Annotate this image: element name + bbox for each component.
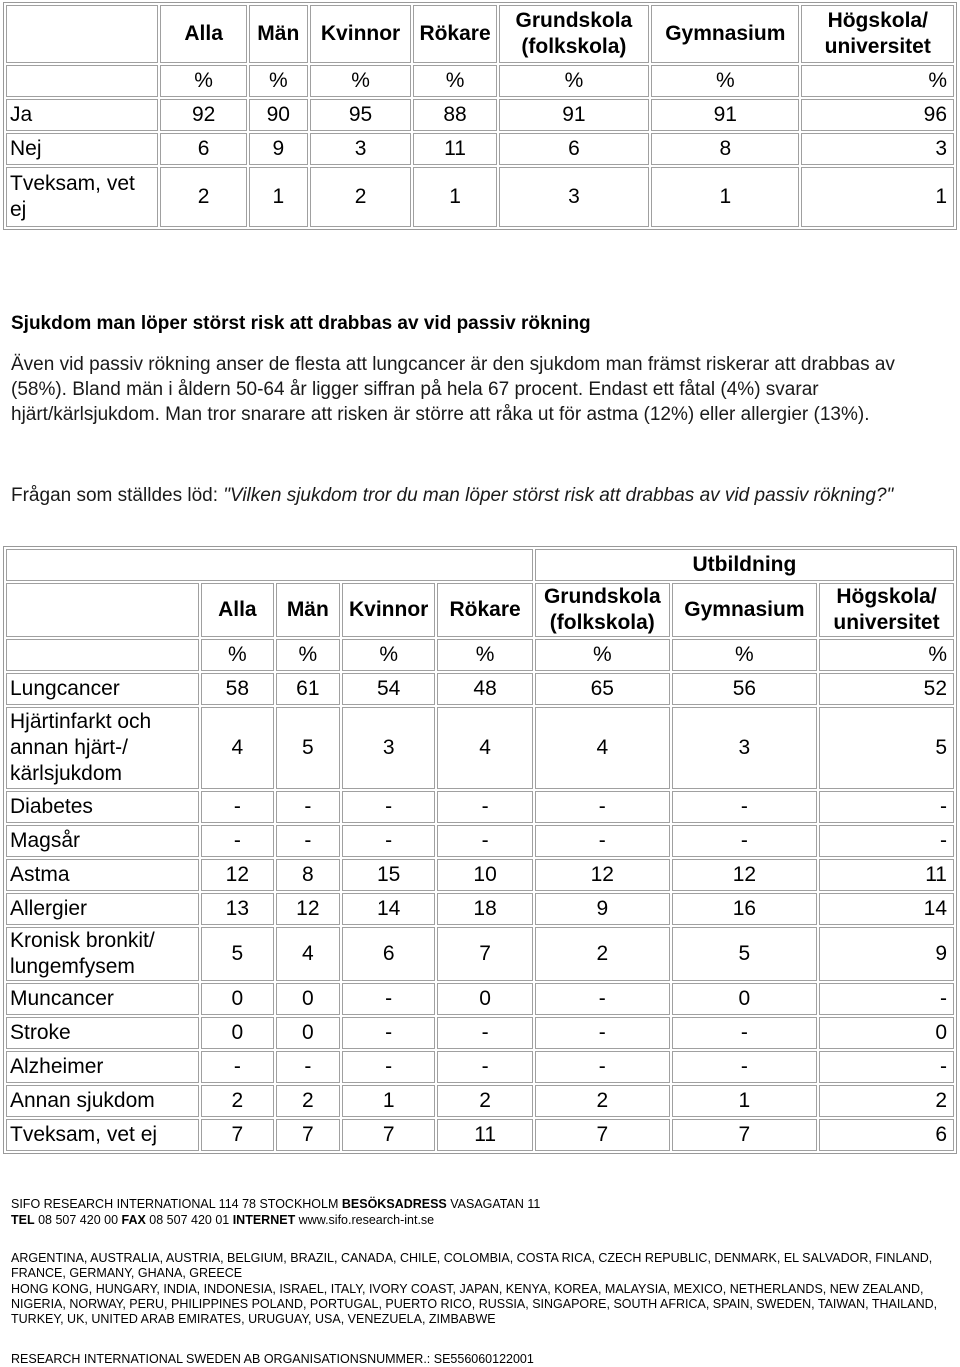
unit-cell: % <box>535 639 670 671</box>
value-cell: 88 <box>413 99 496 131</box>
value-cell: 7 <box>276 1119 340 1151</box>
row-label: Allergier <box>6 893 199 925</box>
table-row <box>6 1085 954 1117</box>
value-cell: 1 <box>249 167 308 227</box>
section-heading: Sjukdom man löper störst risk att drabbas av vid passiv rökning <box>11 313 591 334</box>
value-cell: 9 <box>535 893 670 925</box>
value-cell: 3 <box>310 133 412 165</box>
column-header: Grundskola (folkskola) <box>499 5 649 63</box>
column-header: Alla <box>201 583 274 637</box>
unit-cell: % <box>276 639 340 671</box>
value-cell: 4 <box>437 707 532 789</box>
footer-address <box>11 1197 951 1212</box>
unit-cell: % <box>413 65 496 97</box>
value-cell: 1 <box>801 167 954 227</box>
value-cell: 48 <box>437 673 532 705</box>
value-cell: 1 <box>651 167 799 227</box>
value-cell: 5 <box>819 707 954 789</box>
value-cell: 6 <box>499 133 649 165</box>
value-cell: 12 <box>276 893 340 925</box>
value-cell: - <box>819 791 954 823</box>
blank-cell <box>6 549 533 581</box>
footer-address-text: SIFO RESEARCH INTERNATIONAL 114 78 STOCKHOLM <box>11 1197 342 1211</box>
value-cell: 91 <box>651 99 799 131</box>
footer-tel: 08 507 420 00 <box>34 1213 122 1227</box>
table-row <box>6 927 954 981</box>
value-cell: 9 <box>819 927 954 981</box>
blank-cell <box>6 639 199 671</box>
unit-cell: % <box>249 65 308 97</box>
value-cell: 12 <box>201 859 274 891</box>
value-cell: - <box>535 1051 670 1083</box>
row-label: Magsår <box>6 825 199 857</box>
table-row <box>6 133 954 165</box>
value-cell: 4 <box>201 707 274 789</box>
row-label: Stroke <box>6 1017 199 1049</box>
value-cell: 8 <box>276 859 340 891</box>
value-cell: 7 <box>342 1119 435 1151</box>
value-cell: - <box>342 1051 435 1083</box>
unit-cell: % <box>499 65 649 97</box>
value-cell: 10 <box>437 859 532 891</box>
value-cell: 14 <box>819 893 954 925</box>
value-cell: 2 <box>819 1085 954 1117</box>
value-cell: 3 <box>801 133 954 165</box>
value-cell: 0 <box>437 983 532 1015</box>
value-cell: 2 <box>535 1085 670 1117</box>
unit-cell: % <box>672 639 817 671</box>
value-cell: - <box>437 1051 532 1083</box>
footer-contact <box>11 1213 951 1228</box>
group-row <box>6 549 954 581</box>
table-row <box>6 893 954 925</box>
value-cell: - <box>819 983 954 1015</box>
footer-countries-2: HONG KONG, HUNGARY, INDIA, INDONESIA, ISRAEL, ITALY, IVORY COAST, JAPAN, KENYA, KOREA, MALAYSIA, MEXICO, NETHERLANDS, NEW ZEALAND, NIGERIA, NORWAY, PERU, PHILIPPINES POLAND, PORTUGAL, PUERTO RICO, RUSSIA, SINGAPORE, SOUTH AFRICA, SPAIN, SWEDEN, TAIWAN, THAILAND, TURKEY, UK, UNITED ARAB EMIRATES, URUGUAY, USA, VENEZUELA, ZIMBABWE <box>11 1282 938 1326</box>
footer-visit-label: BESÖKSADRESS <box>341 1197 447 1211</box>
value-cell: 11 <box>413 133 496 165</box>
unit-row <box>6 65 954 97</box>
value-cell: 5 <box>672 927 817 981</box>
value-cell: 4 <box>535 707 670 789</box>
value-cell: 0 <box>672 983 817 1015</box>
unit-cell: % <box>160 65 246 97</box>
value-cell: 6 <box>342 927 435 981</box>
value-cell: 1 <box>413 167 496 227</box>
value-cell: 5 <box>201 927 274 981</box>
value-cell: - <box>276 1051 340 1083</box>
value-cell: 58 <box>201 673 274 705</box>
footer-fax-label: FAX <box>121 1213 146 1227</box>
value-cell: 2 <box>535 927 670 981</box>
table-row <box>6 825 954 857</box>
value-cell: - <box>201 791 274 823</box>
unit-cell: % <box>801 65 954 97</box>
value-cell: 90 <box>249 99 308 131</box>
value-cell: 7 <box>672 1119 817 1151</box>
value-cell: 0 <box>276 983 340 1015</box>
value-cell: 52 <box>819 673 954 705</box>
row-label: Muncancer <box>6 983 199 1015</box>
footer-fax: 08 507 420 01 <box>145 1213 233 1227</box>
value-cell: 15 <box>342 859 435 891</box>
table-row <box>6 1017 954 1049</box>
value-cell: 14 <box>342 893 435 925</box>
value-cell: 18 <box>437 893 532 925</box>
value-cell: - <box>201 1051 274 1083</box>
footer-tel-label: TEL <box>11 1213 35 1227</box>
table-row <box>6 673 954 705</box>
value-cell: - <box>672 825 817 857</box>
value-cell: 4 <box>276 927 340 981</box>
column-header: Män <box>276 583 340 637</box>
column-header: Gymnasium <box>651 5 799 63</box>
table-row <box>6 99 954 131</box>
row-label: Tveksam, vet ej <box>6 1119 199 1151</box>
row-label: Diabetes <box>6 791 199 823</box>
value-cell: 11 <box>437 1119 532 1151</box>
value-cell: 54 <box>342 673 435 705</box>
value-cell: - <box>819 825 954 857</box>
column-header: Rökare <box>413 5 496 63</box>
row-label: Astma <box>6 859 199 891</box>
footer-visit-address: VASAGATAN 11 <box>446 1197 541 1211</box>
row-label: Ja <box>6 99 158 131</box>
table-row <box>6 167 954 227</box>
value-cell: 12 <box>535 859 670 891</box>
table-row <box>6 707 954 789</box>
value-cell: 6 <box>819 1119 954 1151</box>
corner-cell <box>6 5 158 63</box>
table-row <box>6 859 954 891</box>
value-cell: - <box>672 1017 817 1049</box>
table-row <box>6 1051 954 1083</box>
footer-org-number: RESEARCH INTERNATIONAL SWEDEN AB ORGANISATIONSNUMMER.: SE556060122001 <box>11 1352 534 1366</box>
value-cell: 12 <box>672 859 817 891</box>
value-cell: 7 <box>201 1119 274 1151</box>
value-cell: 0 <box>201 1017 274 1049</box>
row-label: Lungcancer <box>6 673 199 705</box>
column-header: Högskola/ universitet <box>801 5 954 63</box>
value-cell: 2 <box>160 167 246 227</box>
value-cell: - <box>437 1017 532 1049</box>
value-cell: 0 <box>201 983 274 1015</box>
column-header: Män <box>249 5 308 63</box>
value-cell: 9 <box>249 133 308 165</box>
value-cell: - <box>342 825 435 857</box>
value-cell: - <box>672 791 817 823</box>
column-header: Kvinnor <box>310 5 412 63</box>
header-row <box>6 5 954 63</box>
value-cell: - <box>342 983 435 1015</box>
value-cell: - <box>276 791 340 823</box>
table-row <box>6 1119 954 1151</box>
footer-countries-1: ARGENTINA, AUSTRALIA, AUSTRIA, BELGIUM, BRAZIL, CANADA, CHILE, COLOMBIA, COSTA RICA, CZECH REPUBLIC, DENMARK, EL SALVADOR, FINLAND, FRANCE, GERMANY, GHANA, GREECE <box>11 1251 933 1280</box>
value-cell: 2 <box>201 1085 274 1117</box>
value-cell: 92 <box>160 99 246 131</box>
table-row <box>6 791 954 823</box>
row-label: Nej <box>6 133 158 165</box>
value-cell: 0 <box>819 1017 954 1049</box>
table-row <box>6 983 954 1015</box>
value-cell: 96 <box>801 99 954 131</box>
value-cell: - <box>535 983 670 1015</box>
unit-cell: % <box>201 639 274 671</box>
question-paragraph <box>11 483 946 508</box>
row-label: Kronisk bronkit/ lungemfysem <box>6 927 199 981</box>
value-cell: 65 <box>535 673 670 705</box>
value-cell: - <box>342 791 435 823</box>
question-quote: "Vilken sjukdom tror du man löper störst risk att drabbas av vid passiv rökning?" <box>223 485 894 506</box>
column-header: Kvinnor <box>342 583 435 637</box>
unit-cell: % <box>437 639 532 671</box>
value-cell: - <box>276 825 340 857</box>
value-cell: 11 <box>819 859 954 891</box>
unit-cell: % <box>342 639 435 671</box>
value-cell: - <box>437 825 532 857</box>
value-cell: 3 <box>342 707 435 789</box>
results-table-disease-risk <box>3 546 957 1154</box>
row-label: Tveksam, vet ej <box>6 167 158 227</box>
column-header: Grundskola (folkskola) <box>535 583 670 637</box>
value-cell: 56 <box>672 673 817 705</box>
results-table-passive-smoking-harm <box>3 2 957 230</box>
row-label: Alzheimer <box>6 1051 199 1083</box>
column-header: Alla <box>160 5 246 63</box>
value-cell: 5 <box>276 707 340 789</box>
unit-cell: % <box>651 65 799 97</box>
value-cell: - <box>819 1051 954 1083</box>
row-label: Annan sjukdom <box>6 1085 199 1117</box>
value-cell: 7 <box>437 927 532 981</box>
value-cell: 2 <box>276 1085 340 1117</box>
value-cell: - <box>672 1051 817 1083</box>
value-cell: 0 <box>276 1017 340 1049</box>
unit-cell: % <box>310 65 412 97</box>
group-label: Utbildning <box>535 549 954 581</box>
value-cell: - <box>342 1017 435 1049</box>
value-cell: - <box>535 1017 670 1049</box>
value-cell: 3 <box>499 167 649 227</box>
value-cell: 7 <box>535 1119 670 1151</box>
column-header: Rökare <box>437 583 532 637</box>
section-paragraph: Även vid passiv rökning anser de flesta att lungcancer är den sjukdom man främst riskerar att drabbas av (58%). Bland män i åldern 50-64 år ligger siffran på hela 67 procent. Endast ett fåtal (4%) svarar hjärt/kärlsjukdom. Man tror snarare att risken är större att råka ut för astma (12%) eller allergier (13%). <box>11 354 895 425</box>
footer-web-label: INTERNET <box>232 1213 296 1227</box>
footer-web[interactable]: www.sifo.research-int.se <box>295 1213 435 1227</box>
row-label: Hjärtinfarkt och annan hjärt-/ kärlsjukdom <box>6 707 199 789</box>
value-cell: 61 <box>276 673 340 705</box>
value-cell: - <box>437 791 532 823</box>
value-cell: 3 <box>672 707 817 789</box>
value-cell: 13 <box>201 893 274 925</box>
question-prefix: Frågan som ställdes löd: <box>11 485 224 506</box>
value-cell: 1 <box>672 1085 817 1117</box>
unit-cell: % <box>819 639 954 671</box>
value-cell: 8 <box>651 133 799 165</box>
value-cell: - <box>535 825 670 857</box>
blank-cell <box>6 65 158 97</box>
column-header: Gymnasium <box>672 583 817 637</box>
value-cell: 91 <box>499 99 649 131</box>
value-cell: 16 <box>672 893 817 925</box>
value-cell: - <box>535 791 670 823</box>
value-cell: 6 <box>160 133 246 165</box>
value-cell: 2 <box>310 167 412 227</box>
header-row <box>6 583 954 637</box>
unit-row <box>6 639 954 671</box>
column-header: Högskola/ universitet <box>819 583 954 637</box>
value-cell: 2 <box>437 1085 532 1117</box>
value-cell: 1 <box>342 1085 435 1117</box>
value-cell: 95 <box>310 99 412 131</box>
corner-cell <box>6 583 199 637</box>
value-cell: - <box>201 825 274 857</box>
